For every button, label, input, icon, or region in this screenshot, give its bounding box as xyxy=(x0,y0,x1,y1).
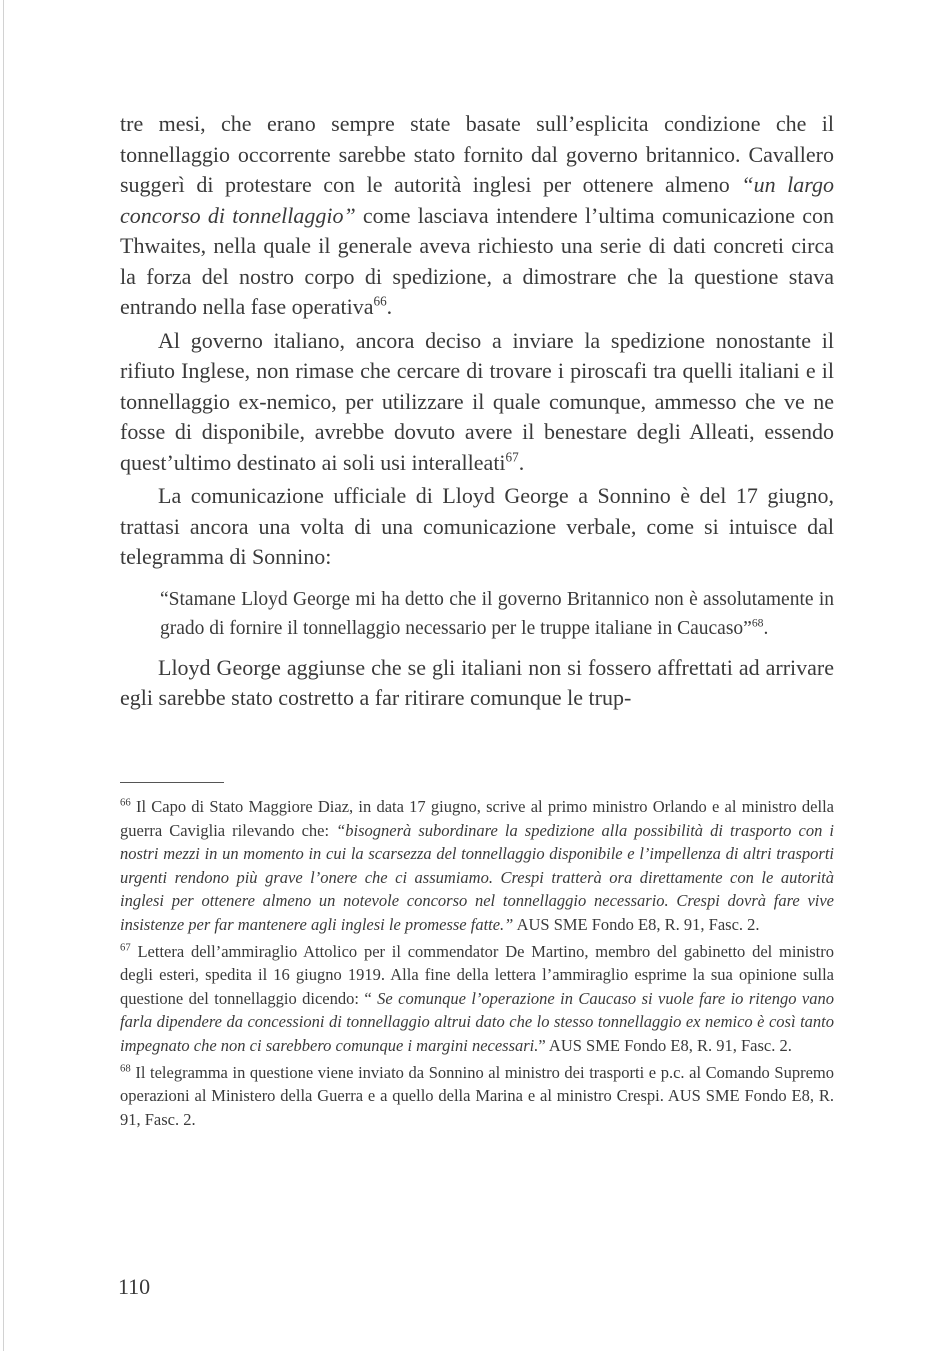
footnote-68 xyxy=(120,1061,834,1132)
footnote-ref-66[interactable]: 66 xyxy=(373,293,387,309)
footnote-66 xyxy=(120,795,834,937)
page-number: 110 xyxy=(118,1274,151,1299)
block-quote-end: . xyxy=(763,617,769,639)
block-quote-text: “Stamane Lloyd George mi ha detto che il governo Britannico non è assolutamente in grado di fornire il tonnellaggio necessario per le truppe italiane in Caucaso” xyxy=(160,588,834,639)
footnote-number-68: 68 xyxy=(120,1062,131,1075)
footnote-ref-67[interactable]: 67 xyxy=(505,449,519,465)
footnote-67-text: Lettera dell’ammiraglio Attolico per il commendator De Martino, membro del gabinetto del ministro degli esteri, spedita il 16 giugno 1919. Alla fine della lettera l’ammiraglio esprime la sua opinione sulla questione del tonnellaggio dicendo: “ xyxy=(120,941,834,1008)
footnote-68-text: Il telegramma in questione viene inviato da Sonnino al ministro dei trasporti e p.c. al Comando Supremo operazioni al Ministero della Guerra e a quello della Marina e al ministro Crespi. AUS SME Fondo E8, R. 91, Fasc. 2. xyxy=(120,1062,834,1129)
paragraph-1 xyxy=(120,109,834,323)
footnote-separator xyxy=(120,782,224,783)
footnote-67-quote: Se comunque l’operazione in Caucaso si vuole fare io ritengo vano farla dipendere da concessioni di tonnellaggio altrui dato che lo stesso tonnellaggio ex nemico è così tanto impegnato che non ci sarebbero comunque i margini necessari. xyxy=(120,988,834,1055)
block-quote xyxy=(160,585,834,643)
paragraph-2-end: . xyxy=(518,449,525,475)
footnote-67-source: ” AUS SME Fondo E8, R. 91, Fasc. 2. xyxy=(538,1035,792,1055)
footnote-66-source: AUS SME Fondo E8, R. 91, Fasc. 2. xyxy=(513,914,760,934)
main-text xyxy=(120,109,834,714)
footnote-67 xyxy=(120,940,834,1058)
paragraph-1-end: . xyxy=(386,294,393,319)
paragraph-3-text: La comunicazione ufficiale di Lloyd George a Sonnino è del 17 giugno, trattasi ancora una volta di una comunicazione verbale, come si intuisce dal telegramma di Sonnino: xyxy=(120,483,834,569)
footnote-number-67: 67 xyxy=(120,941,131,954)
footnote-ref-68[interactable]: 68 xyxy=(751,616,764,629)
footnote-66-text: Il Capo di Stato Maggiore Diaz, in data 17 giugno, scrive al primo ministro Orlando e al ministro della guerra Caviglia rilevando che: xyxy=(120,797,834,840)
paragraph-4 xyxy=(120,653,834,714)
paragraph-3 xyxy=(120,481,834,573)
paragraph-2 xyxy=(120,326,834,479)
paragraph-1-italic: “un largo concorso di tonnellaggio” xyxy=(120,172,835,228)
paragraph-1-text: tre mesi, che erano sempre state basate sull’esplicita condizione che il tonnellaggio occorrente sarebbe stato fornito dal governo britannico. Cavallero suggerì di protestare con le autorità inglesi per ottenere almeno xyxy=(120,111,834,197)
footnote-66-quote: “bisognerà subordinare la spedizione alla possibilità di trasporto con i nostri mezzi in un momento in cui la scarsezza del tonnellaggio disponibile e l’impellenza di altri trasporti urgenti rendono più grave l’onere che ci assumiamo. Crespi tratterà ora direttamente con le autorità inglesi per ottenere almeno un notevole concorso nel tonnellaggio necessario. Crespi dovrà fare vive insistenze per far mantenere agli inglesi le promesse fatte.” xyxy=(120,820,834,934)
paragraph-2-text: Al governo italiano, ancora deciso a inviare la spedizione nonostante il rifiuto Inglese, non rimase che cercare di trovare i piroscafi tra quelli italiani e il tonnellaggio ex-nemico, per utilizzare il quale comunque, ammesso che ve ne fosse di disponibile, avrebbe dovuto avere il benestare degli Alleati, essendo quest’ultimo destinato ai soli usi interalleati xyxy=(120,327,834,475)
footnotes xyxy=(120,795,834,1134)
paragraph-4-text: Lloyd George aggiunse che se gli italiani non si fossero affrettati ad arrivare egli sarebbe stato costretto a far ritirare comunque le trup- xyxy=(120,654,834,710)
page-edge-line xyxy=(3,0,4,1351)
footnote-number-66: 66 xyxy=(120,796,131,809)
paragraph-1-text-continued: come lasciava intendere l’ultima comunicazione con Thwaites, nella quale il generale aveva richiesto una serie di dati concreti circa la forza del nostro corpo di spedizione, a dimostrare che la questione stava entrando nella fase operativa xyxy=(120,202,834,319)
